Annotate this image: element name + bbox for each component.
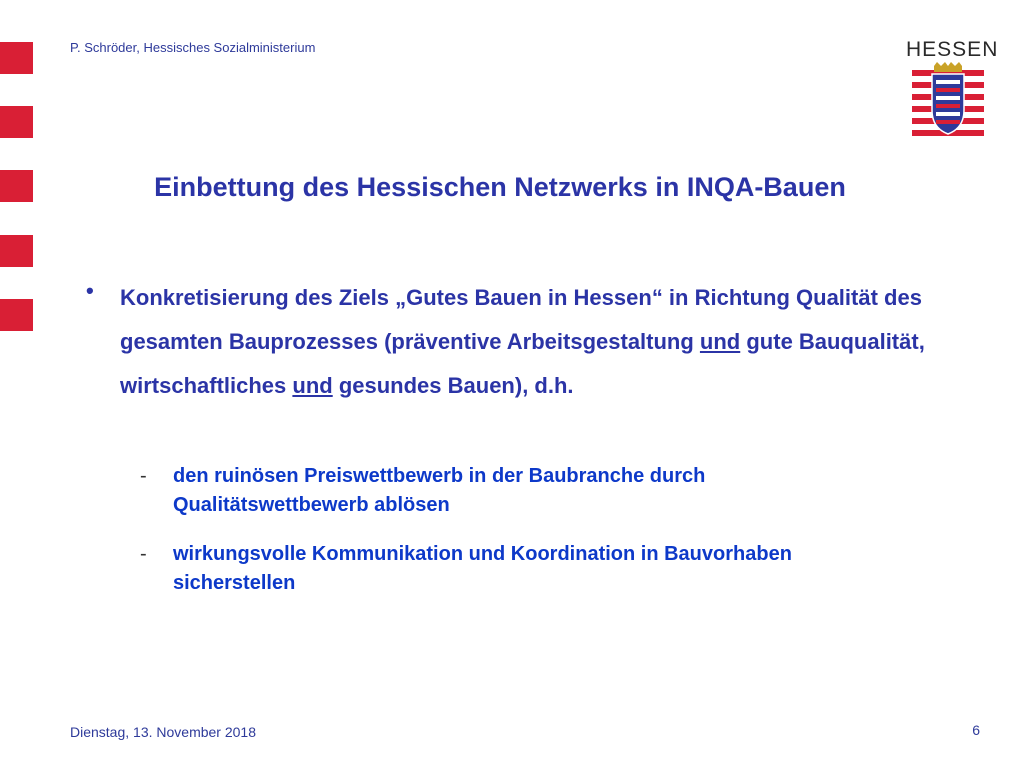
sub-bullet-text: wirkungsvolle Kommunikation und Koordination in Bauvorhaben sicherstellen <box>173 543 792 594</box>
sub-bullet-marker: - <box>140 543 147 565</box>
logo-text: HESSEN <box>906 38 999 61</box>
slide-title: Einbettung des Hessischen Netzwerks in INQA-Bauen <box>154 172 846 202</box>
hessen-coat-of-arms-icon <box>906 62 990 138</box>
emphasis-underline: und <box>292 373 333 398</box>
footer-date: Dienstag, 13. November 2018 <box>70 724 256 740</box>
sub-bullet-text: den ruinösen Preiswettbewerb in der Baubranche durch Qualitätswettbewerb ablösen <box>173 465 706 516</box>
red-stripe-block <box>0 235 33 267</box>
sub-bullet <box>140 462 900 520</box>
main-bullet <box>86 276 926 408</box>
hessen-logo <box>906 38 999 143</box>
bullet-text: Konkretisierung des Ziels „Gutes Bauen in Hessen“ in Richtung Qualität des gesamten Bauprozesses (präventive Arbeitsgestaltung und gute Bauqualität, wirtschaftliches und gesundes Bauen), d.h. <box>120 285 925 398</box>
emphasis-underline: und <box>699 329 741 354</box>
red-stripe-block <box>0 106 33 138</box>
author-line: P. Schröder, Hessisches Sozialministerium <box>70 40 316 55</box>
bullet-marker: • <box>86 278 94 303</box>
page-number: 6 <box>972 722 980 738</box>
sub-bullet-marker: - <box>140 465 147 487</box>
red-stripe-block <box>0 42 33 74</box>
sub-bullet <box>140 540 900 598</box>
red-stripe-block <box>0 299 33 331</box>
